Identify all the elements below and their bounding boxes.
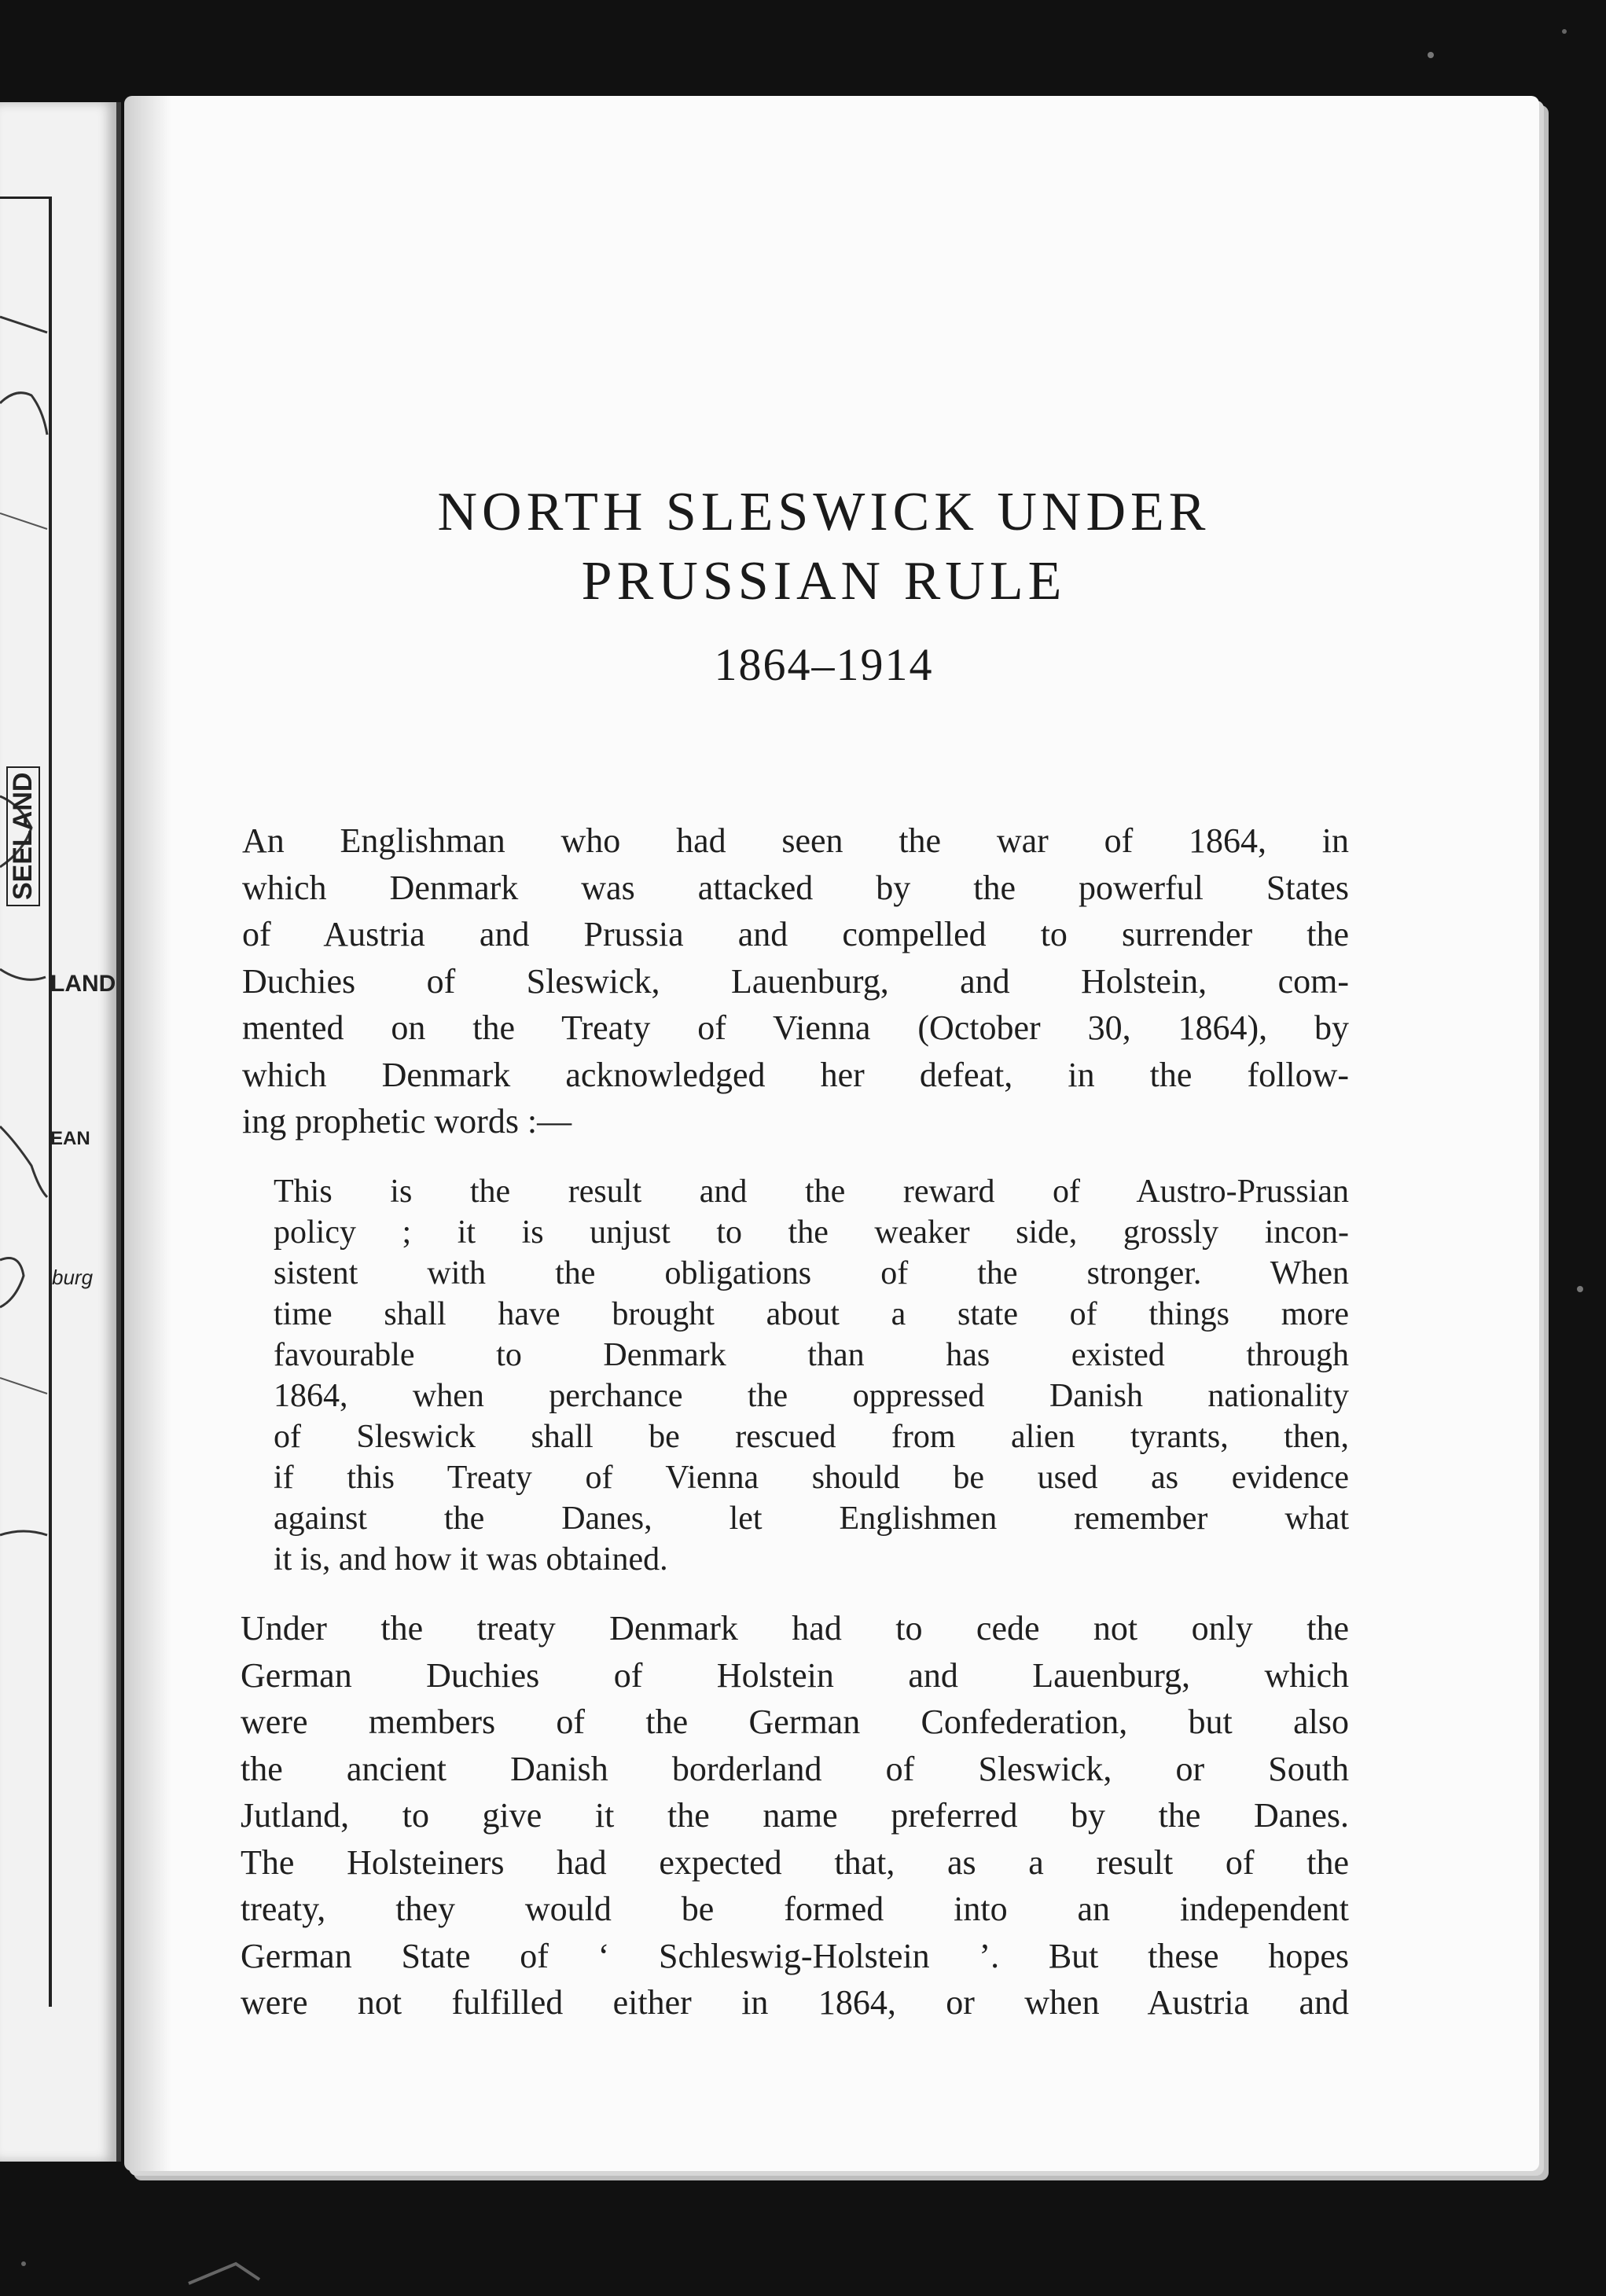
quote-line: favourable to Denmark than has existed through xyxy=(274,1337,1349,1373)
quote-line: sistent with the obligations of the stronger. When xyxy=(274,1255,1349,1291)
text-line: of Austria and Prussia and compelled to surrender the xyxy=(242,915,1349,953)
text-line: mented on the Treaty of Vienna (October 30, 1864), by xyxy=(242,1008,1349,1047)
text-line: Jutland, to give it the name preferred by the Danes. xyxy=(241,1796,1349,1835)
quote-line: This is the result and the reward of Austro-Prussian xyxy=(274,1174,1349,1210)
text-line: which Denmark acknowledged her defeat, in the follow- xyxy=(242,1055,1349,1094)
text-line: the ancient Danish borderland of Sleswick, or South xyxy=(241,1749,1349,1788)
text-line: which Denmark was attacked by the powerful States xyxy=(242,868,1349,907)
quote-line: 1864, when perchance the oppressed Danish nationality xyxy=(274,1378,1349,1414)
text-line: Duchies of Sleswick, Lauenburg, and Holstein, com- xyxy=(242,961,1349,1001)
map-label-ean: EAN xyxy=(50,1128,90,1149)
text-line: ing prophetic words :— xyxy=(242,1102,572,1141)
map-label-land: LAND xyxy=(50,971,116,997)
quote-line: of Sleswick shall be rescued from alien tyrants, then, xyxy=(274,1419,1349,1455)
text-line: German Duchies of Holstein and Lauenburg, which xyxy=(241,1655,1349,1695)
text-line: Under the treaty Denmark had to cede not only the xyxy=(241,1609,1349,1648)
quote-line: time shall have brought about a state of things more xyxy=(274,1296,1349,1332)
text-line: The Holsteiners had expected that, as a result of the xyxy=(241,1842,1349,1882)
quote-line: against the Danes, let Englishmen remember what xyxy=(274,1501,1349,1537)
map-label-burg: burg xyxy=(52,1266,94,1289)
quote-line: if this Treaty of Vienna should be used as evidence xyxy=(274,1460,1349,1496)
text-line: treaty, they would be formed into an independent xyxy=(241,1890,1349,1928)
text-line: German State of ‘ Schleswig-Holstein ’. But these hopes xyxy=(241,1936,1349,1975)
quote-line: policy ; it is unjust to the weaker side, grossly incon- xyxy=(274,1214,1349,1251)
chapter-title-line-2: PRUSSIAN RULE xyxy=(581,551,1067,612)
chapter-dates: 1864–1914 xyxy=(714,639,934,690)
text-line: were not fulfilled either in 1864, or when Austria and xyxy=(241,1983,1349,2022)
chapter-title-line-1: NORTH SLESWICK UNDER xyxy=(437,482,1211,542)
text-line: An Englishman who had seen the war of 1864, in xyxy=(242,821,1349,860)
map-label-seeland: SEELAND xyxy=(6,766,40,906)
text-line: were members of the German Confederation, but also xyxy=(241,1703,1349,1741)
quote-line: it is, and how it was obtained. xyxy=(274,1541,668,1578)
